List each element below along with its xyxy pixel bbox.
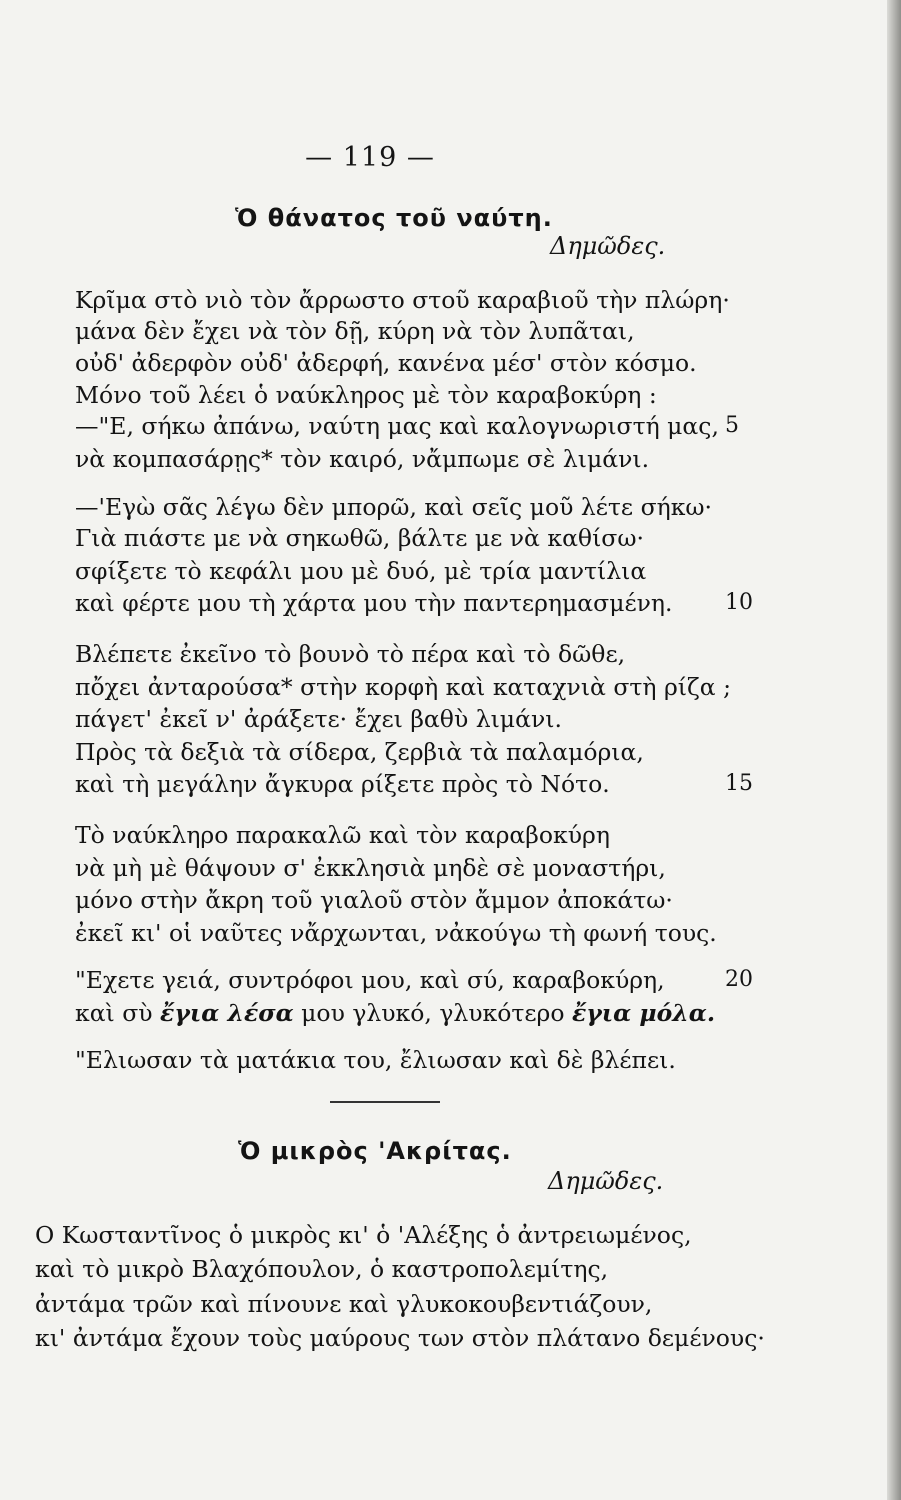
poem-line: πὄχει ἀνταρούσα* στὴν κορφὴ καὶ καταχνιὰ στὴ ρίζα ; bbox=[75, 673, 731, 701]
poem-line: "Ελιωσαν τὰ ματάκια του, ἔλιωσαν καὶ δὲ βλέπει. bbox=[75, 1046, 676, 1074]
line-number: 15 bbox=[725, 771, 753, 796]
page-number: — 119 — bbox=[305, 142, 435, 173]
poem-line: Πρὸς τὰ δεξιὰ τὰ σίδερα, ζερβιὰ τὰ παλαμόρια, bbox=[75, 738, 644, 766]
poem-line: Τὸ ναύκληρο παρακαλῶ καὶ τὸν καραβοκύρη bbox=[75, 821, 610, 849]
poem-line: Γιὰ πιάστε με νὰ σηκωθῶ, βάλτε με νὰ καθίσω· bbox=[75, 524, 644, 552]
poem-line: σφίξετε τὸ κεφάλι μου μὲ δυό, μὲ τρία μαντίλια bbox=[75, 557, 647, 585]
poem-line: νὰ κομπασάρῃς* τὸν καιρό, νἄμπωμε σὲ λιμάνι. bbox=[75, 445, 650, 473]
poem-line: "Εχετε γειά, συντρόφοι μου, καὶ σύ, καραβοκύρη, 20 bbox=[75, 966, 753, 994]
poem-line: καὶ σὺ ἔγια λέσα μου γλυκό, γλυκότερο ἔγια μόλα. bbox=[75, 999, 716, 1027]
poem-line: Μόνο τοῦ λέει ὁ ναύκληρος μὲ τὸν καραβοκύρη : bbox=[75, 381, 657, 409]
poem-line: πάγετ' ἐκεῖ ν' ἀράξετε· ἔχει βαθὺ λιμάνι. bbox=[75, 705, 562, 733]
poem-line: καὶ τὸ μικρὸ Βλαχόπουλον, ὁ καστροπολεμίτης, bbox=[35, 1255, 609, 1283]
line-number: 5 bbox=[725, 413, 739, 438]
poem-line: μάνα δὲν ἔχει νὰ τὸν δῇ, κύρη νὰ τὸν λυπᾶται, bbox=[75, 317, 635, 345]
poem-line: Βλέπετε ἐκεῖνο τὸ βουνὸ τὸ πέρα καὶ τὸ δῶθε, bbox=[75, 640, 626, 668]
poem-line: μόνο στὴν ἄκρη τοῦ γιαλοῦ στὸν ἄμμον ἀποκάτω· bbox=[75, 886, 673, 914]
poem-line: Κρῖμα στὸ νιὸ τὸν ἄρρωστο στοῦ καραβιοῦ τὴν πλώρη· bbox=[75, 286, 730, 314]
poem-subtitle-1: Δημῶδες. bbox=[550, 232, 666, 260]
poem-line: καὶ τὴ μεγάλην ἄγκυρα ρίξετε πρὸς τὸ Νότο. 15 bbox=[75, 770, 753, 798]
poem-subtitle-2: Δημῶδες. bbox=[548, 1167, 664, 1195]
poem-line: ἀντάμα τρῶν καὶ πίνουνε καὶ γλυκοκουβεντιάζουν, bbox=[35, 1290, 653, 1318]
poem-line: καὶ φέρτε μου τὴ χάρτα μου τὴν παντερημασμένη. 10 bbox=[75, 589, 753, 617]
poem-title-1: Ὁ θάνατος τοῦ ναύτη. bbox=[235, 204, 553, 232]
line-number: 10 bbox=[725, 590, 753, 615]
emphasis-text: ἔγια λέσα bbox=[160, 999, 294, 1027]
poem-line: νὰ μὴ μὲ θάψουν σ' ἐκκλησιὰ μηδὲ σὲ μοναστήρι, bbox=[75, 854, 666, 882]
line-number: 20 bbox=[725, 967, 753, 992]
poem-line: Ο Κωσταντῖνος ὁ μικρὸς κι' ὁ 'Αλέξης ὁ ἀντρειωμένος, bbox=[35, 1221, 692, 1249]
poem-2-body bbox=[35, 0, 795, 1400]
page-edge bbox=[887, 0, 901, 1500]
poem-line: —"Ε, σήκω ἀπάνω, ναύτη μας καὶ καλογνωριστή μας, 5 bbox=[75, 412, 739, 440]
poem-line: ἐκεῖ κι' οἱ ναῦτες νἄρχωνται, νἀκούγω τὴ φωνή τους. bbox=[75, 919, 717, 947]
poem-title-2: Ὁ μικρὸς 'Ακρίτας. bbox=[238, 1137, 512, 1165]
poem-line: κι' ἀντάμα ἔχουν τοὺς μαύρους των στὸν πλάτανο δεμένους· bbox=[35, 1324, 765, 1352]
emphasis-text: ἔγια μόλα. bbox=[572, 999, 716, 1027]
poem-line: —'Εγὼ σᾶς λέγω δὲν μπορῶ, καὶ σεῖς μοῦ λέτε σήκω· bbox=[75, 493, 713, 521]
poem-line: οὐδ' ἀδερφὸν οὐδ' ἀδερφή, κανένα μέσ' στὸν κόσμο. bbox=[75, 349, 697, 377]
